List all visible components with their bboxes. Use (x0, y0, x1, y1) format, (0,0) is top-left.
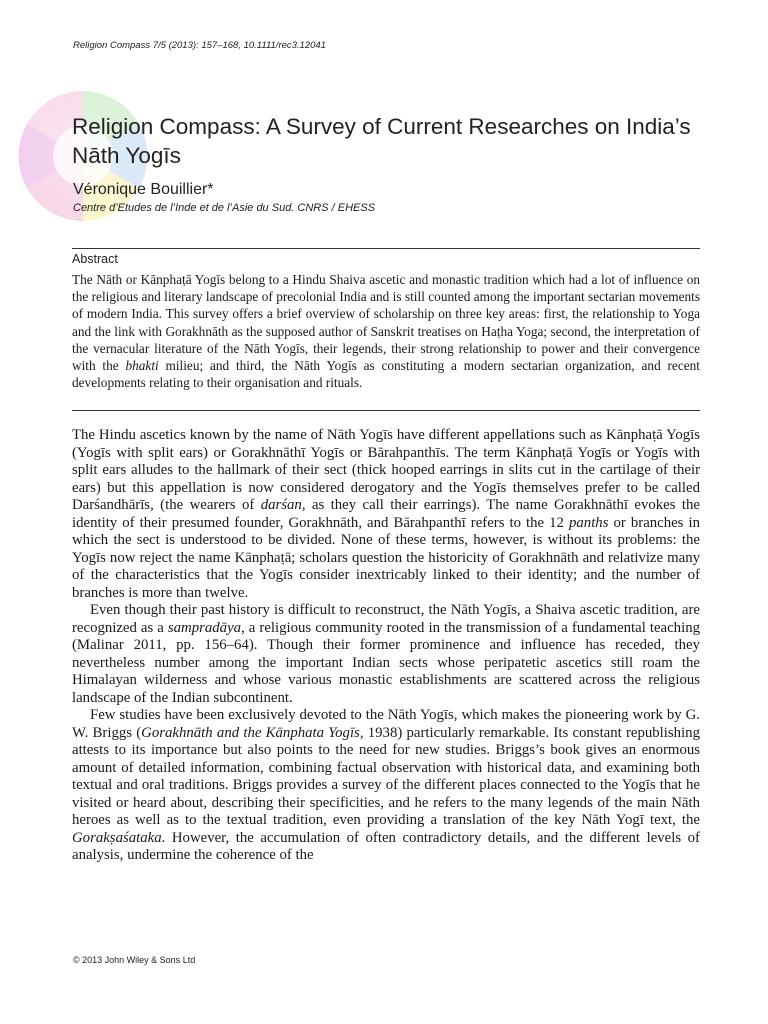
body-paragraph-3: Few studies have been exclusively devoted to the Nāth Yogīs, which makes the pioneering work by G. W. Briggs (Gorakhnāth and the Kānphata Yogīs, 1938) particularly remarkable. Its constant republishing attests to its importance but also points to the need for new studies. Briggs’s book gives an enormous amount of detailed information, combining factual observation with historical data, and examining both textual and oral traditions. Briggs provides a survey of the different places connected to the Yogīs that he visited or heard about, describing their specificities, and he refers to the many legends of the main Nāth heroes as well as to the textual tradition, even providing a translation of the key Nāth Yogī text, the Gorakṣaśataka. However, the accumulation of often contradictory details, and the different levels of analysis, undermine the coherence of the (72, 707, 700, 863)
article-author: Véronique Bouillier* (73, 181, 214, 198)
abstract-text: The Nāth or Kānphaṭā Yogīs belong to a Hindu Shaiva ascetic and monastic tradition which had a lot of influence on the religious and literary landscape of precolonial India and is still counted among the important sectarian movements of modern India. This survey offers a brief overview of scholarship on three key areas: first, the relationship to Yoga and the link with Gorakhnāth as the supposed author of Sanskrit treatises on Haṭha Yoga; second, the interpretation of the vernacular literature of the Nāth Yogīs, their legends, their strong relationship to power and their convergence with the bhakti milieu; and third, the Nāth Yogīs as constituting a modern sectarian organization, and recent developments relating to their organisation and rituals. (72, 272, 700, 391)
article-title: Religion Compass: A Survey of Current Researches on India’s Nāth Yogīs (72, 114, 691, 168)
abstract-top-rule (72, 248, 700, 249)
author-affiliation: Centre d’Etudes de l’Inde et de l’Asie du Sud. CNRS / EHESS (73, 202, 376, 214)
body-paragraph-1: The Hindu ascetics known by the name of Nāth Yogīs have different appellations such as Kānphaṭā Yogīs (Yogīs with split ears) or Gorakhnāthī Yogīs or Bārahpanthīs. The term Kānphaṭā Yogīs or Yogīs with split ears alludes to the hallmark of their sect (thick hooped earrings in slits cut in the cartilage of their ears) but this appellation is now considered derogatory and the Yogīs themselves prefer to be called Darśandhārīs, (the wearers of darśan, as they call their earrings). The name Gorakhnāthī evokes the identity of their presumed founder, Gorakhnāth, and Bārahpanthī refers to the 12 panths or branches in which the sect is understood to be divided. None of these terms, however, is without its problems: the Yogīs now reject the name Kānphaṭā; scholars question the historicity of Gorakhnāth and relativize many of the characteristics that the Yogīs consider inextricably linked to their identity; and the number of branches is more than twelve. (72, 427, 700, 601)
abstract-bottom-rule (72, 410, 700, 411)
abstract-heading: Abstract (72, 252, 118, 266)
body-paragraph-2: Even though their past history is difficult to reconstruct, the Nāth Yogīs, a Shaiva ascetic tradition, are recognized as a sampradāya, a religious community rooted in the transmission of a fundamental teaching (Malinar 2011, pp. 156–64). Though their former prominence and influence has receded, they nevertheless number among the important Indian sects whose peripatetic ascetics still roam the Himalayan wilderness and whose various monastic establishments are scattered across the religious landscape of the Indian subcontinent. (72, 602, 700, 706)
journal-reference: Religion Compass 7/5 (2013): 157–168, 10.1111/rec3.12041 (73, 40, 326, 51)
article-body (72, 427, 700, 865)
copyright-footer: © 2013 John Wiley & Sons Ltd (73, 955, 196, 965)
